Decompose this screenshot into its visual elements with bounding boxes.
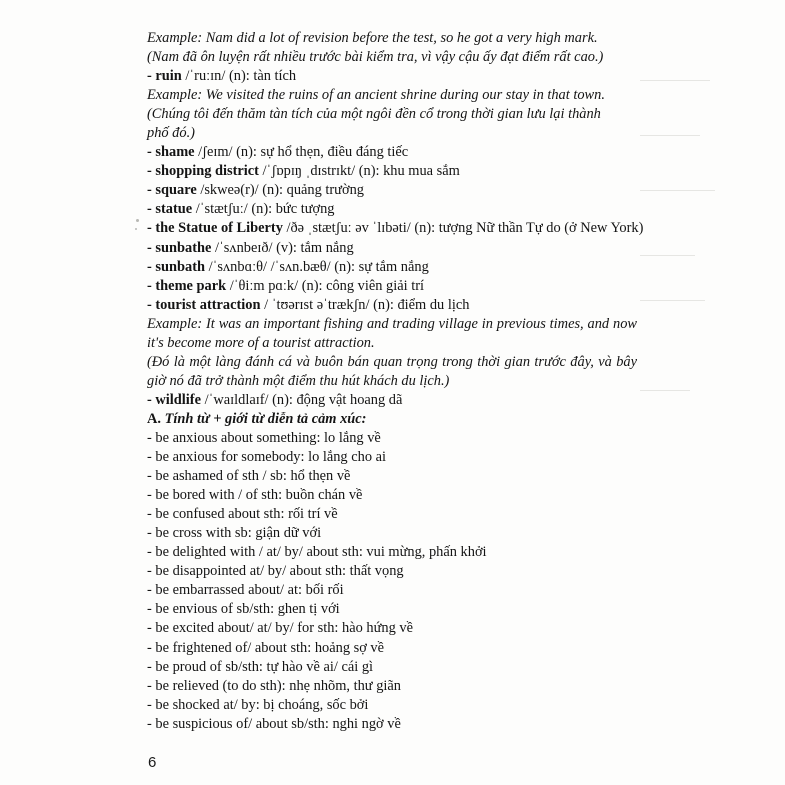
section-title: Tính từ + giới từ diễn tả cảm xúc:: [164, 410, 367, 427]
print-speck: [135, 228, 137, 230]
show-through-mark: [640, 390, 690, 391]
adjective-item: - be anxious about something: lo lắng về: [147, 429, 381, 446]
adjective-item: - be shocked at/ by: bị choáng, sốc bởi: [147, 696, 369, 713]
vocab-definition: /ˈstætʃuː/ (n): bức tượng: [192, 201, 335, 218]
vocab-term: sunbathe: [155, 239, 212, 256]
adjective-item: - be envious of sb/sth: ghen tị với: [147, 601, 340, 618]
section-heading: [147, 410, 637, 429]
print-speck: [136, 219, 139, 222]
adjective-item: - be bored with / of sth: buồn chán về: [147, 487, 363, 504]
vocab-definition: /ˈwaɪldlaɪf/ (n): động vật hoang dã: [200, 391, 403, 408]
vocab-term: shame: [155, 144, 195, 161]
vocab-term: square: [155, 182, 197, 199]
vocab-term: theme park: [155, 277, 227, 294]
vocab-definition: /ˈθiːm pɑːk/ (n): công viên giải trí: [226, 277, 425, 294]
section-letter: A.: [147, 410, 161, 427]
vocab-definition: / ˈtʊərɪst əˈtrækʃn/ (n): điểm du lịch: [260, 296, 470, 313]
intro-example-vi: (Nam đã ôn luyện rất nhiều trước bài kiểm tra, vì vậy cậu ấy đạt điểm rất cao.): [147, 49, 604, 66]
page-content: [147, 29, 644, 734]
vocab-definition: /ˈsʌnbeɪð/ (v): tắm nắng: [211, 239, 354, 256]
vocab-definition: /ˈsʌnbɑːθ/ /ˈsʌn.bæθ/ (n): sự tắm nắng: [205, 258, 429, 275]
ruin-example-vi-continued: phố đó.): [147, 125, 195, 142]
show-through-mark: [640, 255, 695, 256]
vocab-entry: - the Statue of Liberty /ðə ˌstætʃuː əv ˈlɪbəti/ (n): tượng Nữ thần Tự do (ở New York): [147, 220, 644, 237]
vocab-term: wildlife: [155, 391, 201, 408]
adjective-item: - be relieved (to do sth): nhẹ nhõm, thư giãn: [147, 677, 401, 694]
vocab-entry: - sunbathe /ˈsʌnbeɪð/ (v): tắm nắng: [147, 239, 354, 256]
vocab-entry-wildlife: - wildlife /ˈwaɪldlaɪf/ (n): động vật hoang dã: [147, 391, 403, 408]
show-through-mark: [640, 300, 705, 301]
vocab-entry: - shopping district /ˈʃɒpɪŋ ˌdɪstrɪkt/ (n): khu mua sắm: [147, 163, 460, 180]
show-through-mark: [640, 80, 710, 81]
adjective-item: - be proud of sb/sth: tự hào về ai/ cái gì: [147, 658, 374, 675]
vocab-entry-ruin: - ruin /ˈruːɪn/ (n): tàn tích: [147, 68, 297, 85]
vocab-entry: - sunbath /ˈsʌnbɑːθ/ /ˈsʌn.bæθ/ (n): sự tắm nắng: [147, 258, 429, 275]
vocab-entry: - shame /ʃeɪm/ (n): sự hổ thẹn, điều đáng tiếc: [147, 144, 409, 161]
vocab-term: sunbath: [155, 258, 205, 275]
adjective-item: - be suspicious of/ about sb/sth: nghi ngờ về: [147, 715, 401, 732]
vocab-entry: - tourist attraction / ˈtʊərɪst əˈtrækʃn/ (n): điểm du lịch: [147, 296, 470, 313]
adjective-item: - be excited about/ at/ by/ for sth: hào hứng về: [147, 620, 413, 637]
ruin-example-vi: (Chúng tôi đến thăm tàn tích của một ngôi đền cổ trong thời gian lưu lại thành: [147, 106, 601, 123]
vocab-entry: - square /skweə(r)/ (n): quảng trường: [147, 182, 364, 199]
adjective-item: - be embarrassed about/ at: bối rối: [147, 582, 344, 599]
intro-example-en: Example: Nam did a lot of revision before the test, so he got a very high mark.: [147, 30, 598, 46]
adjective-item: - be disappointed at/ by/ about sth: thất vọng: [147, 563, 404, 580]
adjective-item: - be delighted with / at/ by/ about sth: vui mừng, phấn khởi: [147, 544, 487, 561]
tourist-example-vi: (Đó là một làng đánh cá và buôn bán quan trọng trong thời gian trước đây, và bây giờ nó đã trở thành một điểm thu hút khách du lịch.): [147, 353, 637, 389]
tourist-example-en: Example: It was an important fishing and trading village in previous times, and now it's become more of a tourist attraction.: [147, 315, 637, 351]
vocab-definition: /skweə(r)/ (n): quảng trường: [196, 182, 364, 199]
adjective-item: - be frightened of/ about sth: hoảng sợ về: [147, 639, 385, 656]
page-number: 6: [148, 754, 157, 771]
show-through-mark: [640, 135, 700, 136]
vocab-definition: /ˈʃɒpɪŋ ˌdɪstrɪkt/ (n): khu mua sắm: [258, 163, 460, 180]
ruin-example-en: Example: We visited the ruins of an ancient shrine during our stay in that town.: [147, 87, 605, 104]
vocab-definition: /ˈruːɪn/ (n): tàn tích: [181, 68, 297, 85]
vocab-term: statue: [155, 201, 193, 218]
adjective-item: - be anxious for somebody: lo lắng cho ai: [147, 449, 386, 466]
vocab-entry: - theme park /ˈθiːm pɑːk/ (n): công viên giải trí: [147, 277, 425, 294]
vocab-term: shopping district: [155, 163, 259, 180]
vocab-entry: - statue /ˈstætʃuː/ (n): bức tượng: [147, 201, 335, 218]
vocab-term: tourist attraction: [155, 296, 261, 313]
vocab-definition: /ʃeɪm/ (n): sự hổ thẹn, điều đáng tiếc: [194, 144, 409, 161]
vocab-definition: /ðə ˌstætʃuː əv ˈlɪbəti/ (n): tượng Nữ thần Tự do (ở New York): [282, 220, 644, 237]
adjective-item: - be ashamed of sth / sb: hổ thẹn về: [147, 468, 351, 485]
vocab-term: the Statue of Liberty: [155, 220, 283, 237]
vocab-term: ruin: [155, 68, 182, 85]
show-through-mark: [640, 190, 715, 191]
adjective-item: - be confused about sth: rối trí về: [147, 506, 338, 523]
adjective-item: - be cross with sb: giận dữ với: [147, 525, 322, 542]
